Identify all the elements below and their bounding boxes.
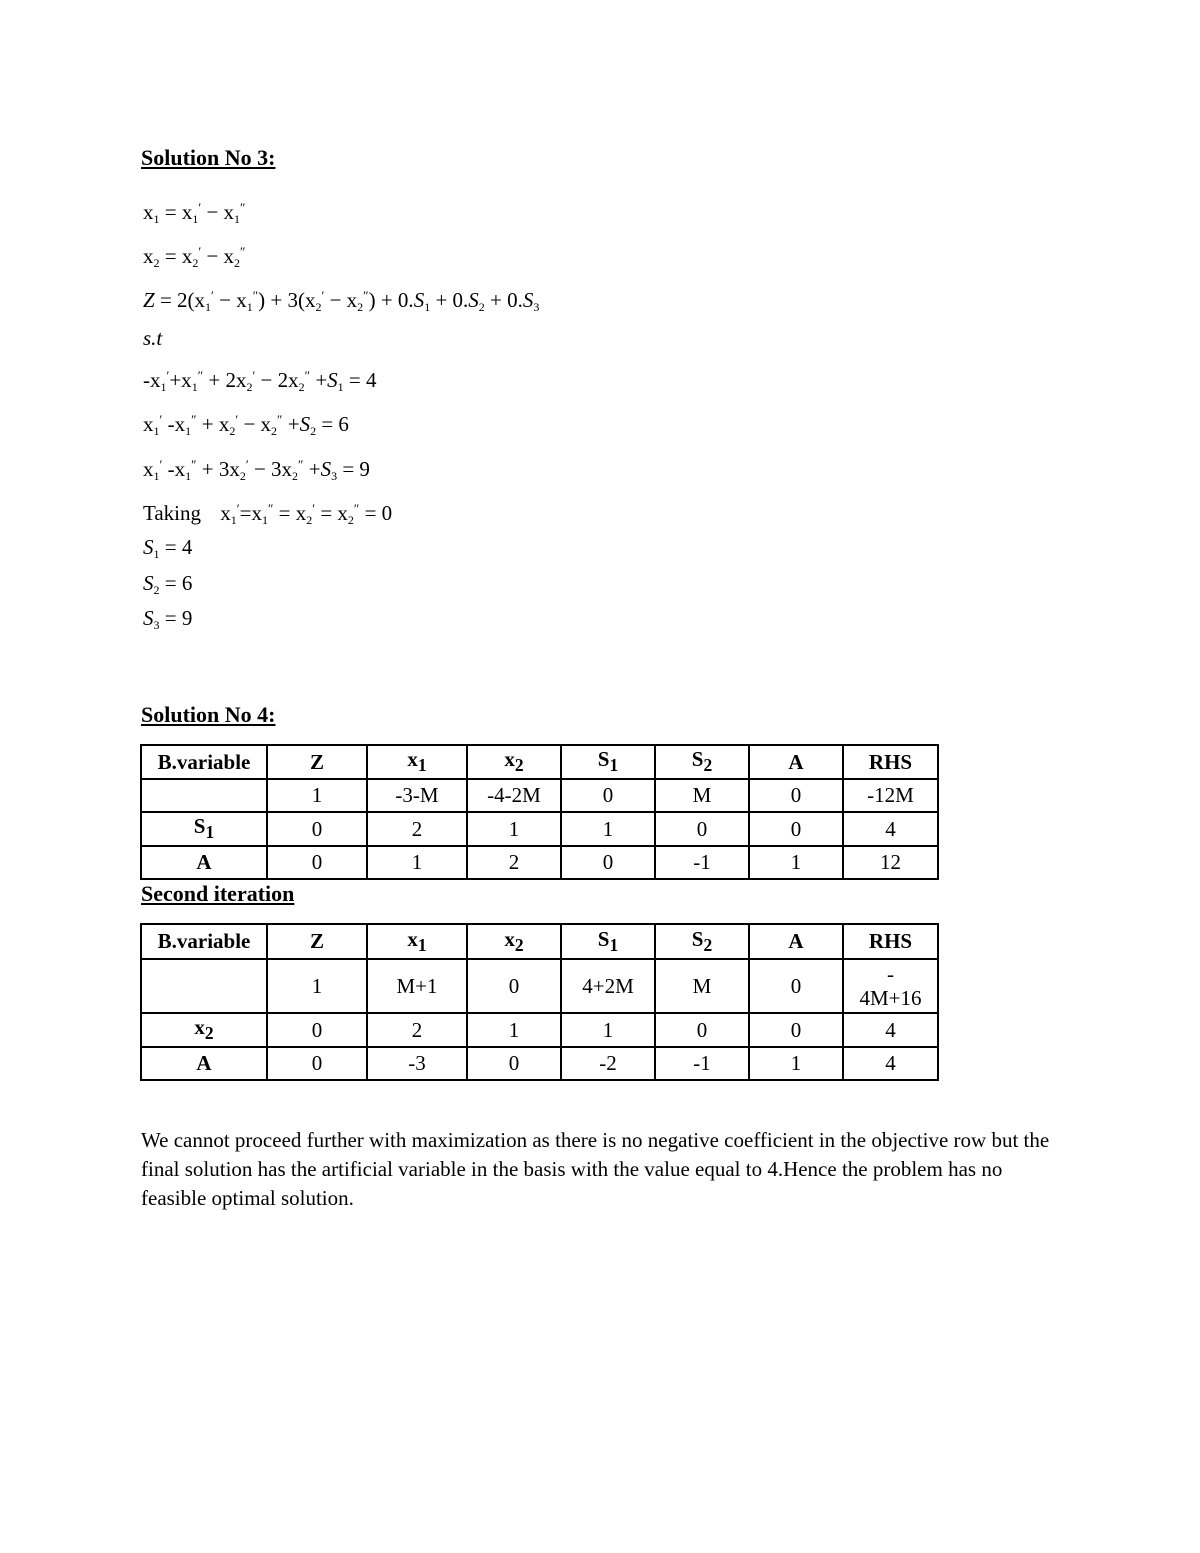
subscript: 1 xyxy=(234,212,241,226)
eq-term: x xyxy=(220,501,231,525)
simplex-table-second-iteration xyxy=(140,923,939,1081)
eq-term: = 6 xyxy=(321,412,349,436)
subscript: 1 xyxy=(185,469,192,483)
eq-term: x xyxy=(143,200,154,224)
row-label-cell: A xyxy=(141,1047,267,1080)
header-cell xyxy=(467,745,561,779)
eq-term: x xyxy=(143,457,154,481)
eq-term: = 6 xyxy=(164,571,193,595)
eq-term: Z xyxy=(143,288,155,312)
eq-term: x xyxy=(143,244,154,268)
subscript: 2 xyxy=(703,935,713,956)
eq-term: + xyxy=(315,368,328,392)
eq-term: S xyxy=(468,288,479,312)
eq-term: S xyxy=(143,606,154,630)
eq-term: S xyxy=(143,571,154,595)
prime: ′ xyxy=(198,200,202,215)
subscript: 1 xyxy=(205,822,215,843)
subscript: 1 xyxy=(246,300,253,314)
eq-term: ) + 3(x xyxy=(258,288,316,312)
eq-term: = x xyxy=(278,501,307,525)
subscript: 1 xyxy=(417,755,427,776)
table-cell: M+1 xyxy=(367,959,467,1013)
constraint-1 xyxy=(143,369,377,393)
table-cell: 0 xyxy=(267,846,367,879)
eq-term: S xyxy=(522,288,534,312)
row-label-cell xyxy=(141,1013,267,1047)
subscript: 1 xyxy=(153,424,160,438)
subscript: 2 xyxy=(514,755,524,776)
eq-term: + xyxy=(308,457,321,481)
prime: ″ xyxy=(277,412,283,427)
subscript: 2 xyxy=(357,300,364,314)
prime: ″ xyxy=(267,501,274,516)
subscript: 2 xyxy=(192,256,199,270)
eq-term: ) + 0. xyxy=(368,288,414,312)
result-s3 xyxy=(143,608,192,631)
eq-term: -x xyxy=(167,457,186,481)
eq-term: − 3x xyxy=(253,457,293,481)
subscript: 2 xyxy=(239,469,246,483)
eq-term: = x xyxy=(164,244,193,268)
eq-term: + 0. xyxy=(435,288,469,312)
eq-term: + 2x xyxy=(208,368,247,392)
taking-zero-statement xyxy=(143,502,392,526)
header-text: S xyxy=(597,926,610,951)
subscript: 3 xyxy=(153,618,160,632)
subscript: 1 xyxy=(230,513,237,527)
header-text: x xyxy=(504,926,515,951)
header-cell xyxy=(467,924,561,959)
prime: ″ xyxy=(240,200,246,215)
table-row xyxy=(141,959,938,1013)
eq-term: + 0. xyxy=(490,288,523,312)
subscript: 1 xyxy=(424,300,431,314)
subscript: 2 xyxy=(298,380,305,394)
subscript: 2 xyxy=(703,755,713,776)
subject-to-label xyxy=(143,328,162,349)
header-cell xyxy=(561,745,655,779)
table-cell: 0 xyxy=(749,959,843,1013)
prime: ″ xyxy=(252,288,259,303)
subscript: 2 xyxy=(204,1023,214,1044)
table-cell: 1 xyxy=(749,846,843,879)
subscript: 3 xyxy=(331,469,338,483)
subscript: 2 xyxy=(315,300,322,314)
header-cell: RHS xyxy=(843,924,938,959)
eq-term: S xyxy=(320,457,332,481)
subscript: 2 xyxy=(347,513,354,527)
prime: ′ xyxy=(235,412,239,427)
header-cell: Z xyxy=(267,745,367,779)
eq-term: S xyxy=(413,288,425,312)
eq-term: =x xyxy=(239,501,262,525)
rhs-value: 4M+16 xyxy=(859,986,922,1010)
eq-term: − x xyxy=(219,288,247,312)
table-cell: 1 xyxy=(749,1047,843,1080)
eq-term: -x xyxy=(143,368,161,392)
table-cell: 0 xyxy=(749,812,843,846)
header-text: x xyxy=(407,926,418,951)
prime: ′ xyxy=(166,368,170,383)
table-cell: M xyxy=(655,959,749,1013)
subscript: 1 xyxy=(261,513,268,527)
prime: ′ xyxy=(198,244,202,259)
table-cell xyxy=(141,959,267,1013)
table-cell: 0 xyxy=(749,779,843,812)
table-cell: 4 xyxy=(843,812,938,846)
header-cell: RHS xyxy=(843,745,938,779)
table-row xyxy=(141,1013,938,1047)
header-cell: A xyxy=(749,924,843,959)
conclusion-paragraph: We cannot proceed further with maximization as there is no negative coefficient in the objective row but the final solution has the artificial variable in the basis with the value equal to 4.Hence the problem has no feasible optimal solution. xyxy=(141,1128,1050,1210)
equation-x1-substitution xyxy=(143,201,245,225)
subscript: 2 xyxy=(234,256,241,270)
table-cell: 0 xyxy=(267,1047,367,1080)
eq-term: = x xyxy=(320,501,348,525)
table-cell: 1 xyxy=(561,812,655,846)
eq-term: S xyxy=(299,412,311,436)
subscript: 1 xyxy=(185,424,192,438)
row-label: S xyxy=(193,814,206,839)
table-cell: 0 xyxy=(467,1047,561,1080)
table-cell: 1 xyxy=(561,1013,655,1047)
table-cell: -12M xyxy=(843,779,938,812)
header-text: S xyxy=(691,747,704,772)
subscript: 2 xyxy=(478,300,485,314)
table-cell: 1 xyxy=(367,846,467,879)
prime: ′ xyxy=(312,501,316,516)
prime: ″ xyxy=(353,501,360,516)
table-header-row xyxy=(141,745,938,779)
table-cell: 12 xyxy=(843,846,938,879)
table-cell: 0 xyxy=(267,1013,367,1047)
table-header-row xyxy=(141,924,938,959)
eq-term: − x xyxy=(329,288,358,312)
subscript: 1 xyxy=(205,300,212,314)
subscript: 1 xyxy=(191,380,198,394)
prime: ′ xyxy=(245,457,249,472)
subscript: 1 xyxy=(153,547,160,561)
header-cell: Z xyxy=(267,924,367,959)
table-row xyxy=(141,812,938,846)
solution-4-heading: Solution No 4: xyxy=(141,702,276,727)
eq-term: − x xyxy=(206,200,235,224)
row-label-cell: A xyxy=(141,846,267,879)
subscript: 2 xyxy=(306,513,313,527)
eq-term: + x xyxy=(201,412,230,436)
header-cell: B.variable xyxy=(141,745,267,779)
subscript: 2 xyxy=(514,935,524,956)
table-cell: -1 xyxy=(655,846,749,879)
eq-term: − x xyxy=(243,412,272,436)
eq-term: = 9 xyxy=(164,606,193,630)
table-cell: -2 xyxy=(561,1047,655,1080)
row-label-cell xyxy=(141,812,267,846)
eq-term: − 2x xyxy=(260,368,299,392)
subscript: 1 xyxy=(337,380,344,394)
table-cell: 4 xyxy=(843,1013,938,1047)
subscript: 1 xyxy=(153,469,160,483)
prime: ′ xyxy=(159,457,163,472)
prime: ′ xyxy=(252,368,256,383)
simplex-table-initial xyxy=(140,744,939,880)
table-row xyxy=(141,779,938,812)
header-cell xyxy=(367,745,467,779)
table-cell: 0 xyxy=(561,779,655,812)
eq-term: − x xyxy=(206,244,235,268)
prime: ″ xyxy=(197,368,204,383)
table-cell: 0 xyxy=(467,959,561,1013)
header-text: x xyxy=(504,747,515,772)
row-label: x xyxy=(194,1015,205,1040)
prime: ″ xyxy=(298,457,304,472)
header-cell xyxy=(655,745,749,779)
taking-word: Taking xyxy=(143,501,202,525)
prime: ″ xyxy=(191,412,197,427)
table-cell: 0 xyxy=(749,1013,843,1047)
table-cell: -3 xyxy=(367,1047,467,1080)
table-cell: 4 xyxy=(843,1047,938,1080)
header-cell xyxy=(367,924,467,959)
subscript: 1 xyxy=(153,212,160,226)
header-cell xyxy=(561,924,655,959)
subscript: 1 xyxy=(192,212,199,226)
subscript: 2 xyxy=(229,424,236,438)
second-iteration-heading: Second iteration xyxy=(141,881,295,906)
table-cell: 2 xyxy=(367,812,467,846)
eq-term: S xyxy=(143,535,154,559)
subscript: 3 xyxy=(533,300,540,314)
header-text: S xyxy=(691,926,704,951)
subscript: 2 xyxy=(271,424,278,438)
rhs-cell xyxy=(843,959,938,1013)
prime: ′ xyxy=(159,412,163,427)
eq-term: x xyxy=(143,412,154,436)
table-cell: 0 xyxy=(267,812,367,846)
subscript: 2 xyxy=(246,380,253,394)
equation-x2-substitution xyxy=(143,245,245,269)
eq-term: = 9 xyxy=(342,457,370,481)
table-cell: -3-M xyxy=(367,779,467,812)
subscript: 1 xyxy=(609,755,619,776)
table-row xyxy=(141,846,938,879)
eq-term: + xyxy=(287,412,300,436)
prime: ′ xyxy=(321,288,325,303)
eq-term: S xyxy=(327,368,338,392)
prime: ″ xyxy=(240,244,246,259)
prime: ″ xyxy=(191,457,197,472)
table-cell: 1 xyxy=(467,1013,561,1047)
subscript: 1 xyxy=(160,380,167,394)
header-cell xyxy=(655,924,749,959)
constraint-3 xyxy=(143,458,370,482)
subscript: 2 xyxy=(153,583,160,597)
prime: ″ xyxy=(363,288,369,303)
table-row xyxy=(141,1047,938,1080)
subscript: 2 xyxy=(153,256,160,270)
table-cell: 0 xyxy=(561,846,655,879)
table-cell: 1 xyxy=(267,779,367,812)
eq-term: -x xyxy=(167,412,186,436)
table-cell: 4+2M xyxy=(561,959,655,1013)
subscript: 2 xyxy=(292,469,299,483)
table-cell: 1 xyxy=(467,812,561,846)
result-s2 xyxy=(143,573,192,596)
header-text: x xyxy=(407,747,418,772)
table-cell: 1 xyxy=(267,959,367,1013)
solution-3-heading: Solution No 3: xyxy=(141,145,276,170)
table-cell: 2 xyxy=(467,846,561,879)
st-text: s.t xyxy=(143,326,163,350)
prime: ′ xyxy=(236,501,240,516)
eq-term: = 0 xyxy=(364,501,393,525)
rhs-minus: - xyxy=(887,962,894,986)
subscript: 2 xyxy=(310,424,317,438)
table-cell: -4-2M xyxy=(467,779,561,812)
eq-term: = 4 xyxy=(348,368,377,392)
eq-term: = x xyxy=(164,200,193,224)
eq-term: + 3x xyxy=(201,457,240,481)
header-cell: B.variable xyxy=(141,924,267,959)
prime: ″ xyxy=(304,368,311,383)
subscript: 1 xyxy=(609,935,619,956)
table-cell xyxy=(141,779,267,812)
result-s1 xyxy=(143,537,192,560)
eq-term: +x xyxy=(169,368,192,392)
prime: ′ xyxy=(211,288,214,303)
eq-term: = 4 xyxy=(164,535,193,559)
table-cell: 2 xyxy=(367,1013,467,1047)
table-cell: M xyxy=(655,779,749,812)
objective-function xyxy=(143,289,539,313)
constraint-2 xyxy=(143,413,349,437)
eq-term: = 2(x xyxy=(159,288,206,312)
header-text: S xyxy=(597,747,610,772)
table-cell: 0 xyxy=(655,812,749,846)
header-cell: A xyxy=(749,745,843,779)
table-cell: -1 xyxy=(655,1047,749,1080)
table-cell: 0 xyxy=(655,1013,749,1047)
subscript: 1 xyxy=(417,935,427,956)
